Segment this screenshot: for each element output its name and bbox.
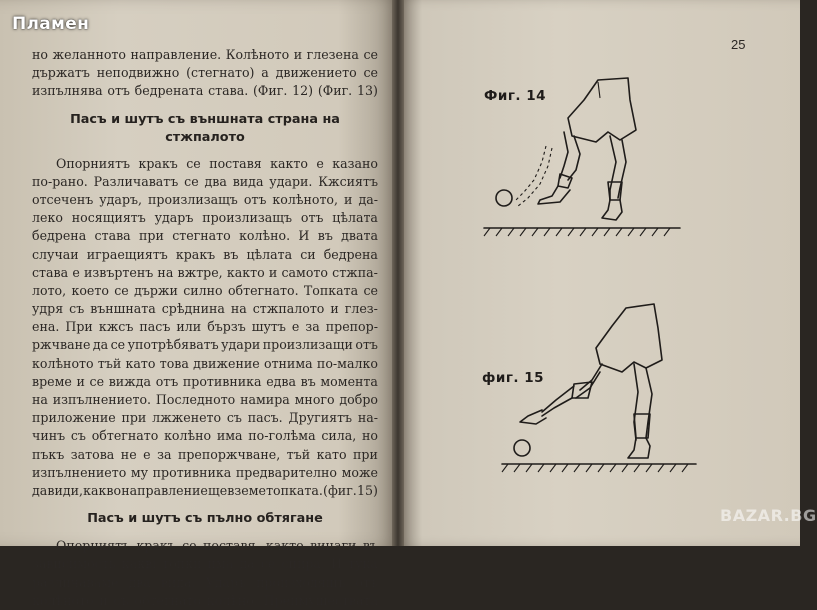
word: бедрена xyxy=(323,246,378,262)
word: да xyxy=(239,556,255,572)
word: противника xyxy=(152,464,232,480)
word: външната xyxy=(90,301,156,317)
text-line xyxy=(32,46,378,64)
word: се xyxy=(182,538,197,554)
word: лжженето xyxy=(152,410,222,426)
left-leg xyxy=(560,132,580,180)
word: (Фиг. xyxy=(317,83,353,99)
word: на- xyxy=(357,410,378,426)
word: глезена xyxy=(306,47,359,62)
word: Преимуществата xyxy=(263,592,378,608)
word: намира xyxy=(240,392,290,407)
text-line xyxy=(32,282,378,300)
text-line xyxy=(32,482,378,500)
word: се xyxy=(363,47,378,62)
word: съ xyxy=(69,301,85,317)
figure-15-illustration xyxy=(496,298,736,478)
word: изпълнява xyxy=(32,83,103,99)
word: ржчване xyxy=(32,337,91,353)
text-line xyxy=(32,155,378,173)
word: топката. xyxy=(266,482,323,498)
text-line xyxy=(32,300,378,318)
word: да- xyxy=(358,191,378,207)
word: предварително xyxy=(235,464,337,480)
word: изпълнението. xyxy=(52,392,152,407)
word: въ xyxy=(223,246,239,262)
word: глез- xyxy=(344,301,378,317)
word: стжпа- xyxy=(332,264,378,280)
kicking-sock xyxy=(572,382,592,398)
word: да xyxy=(32,482,48,498)
standing-boot xyxy=(628,438,650,458)
word: може xyxy=(341,464,378,480)
word: изпълнението xyxy=(32,464,127,480)
text-line xyxy=(32,264,378,282)
word: случаи xyxy=(32,246,79,262)
word: леко xyxy=(32,210,63,226)
word: но xyxy=(362,428,378,444)
word: бедрената xyxy=(134,83,204,99)
word: вида. xyxy=(160,574,196,590)
word: съ xyxy=(226,410,242,426)
word: както xyxy=(270,155,308,171)
word: 15) xyxy=(356,482,378,498)
text-line xyxy=(32,537,378,555)
word: става xyxy=(32,264,69,280)
word: произлизащъ xyxy=(202,210,293,226)
word: въ xyxy=(300,373,316,389)
word: става. xyxy=(208,83,249,99)
word: препор- xyxy=(325,319,378,335)
shorts-outline xyxy=(568,78,636,142)
word: отъ xyxy=(243,191,267,207)
text-line xyxy=(32,574,378,592)
word: (Фиг. xyxy=(253,83,288,99)
word: два xyxy=(128,574,151,590)
text-line xyxy=(32,555,378,573)
word: Кжсиятъ xyxy=(318,173,378,189)
word: При xyxy=(65,319,93,335)
word: играещиятъ xyxy=(86,246,168,262)
word: колѣното xyxy=(32,592,94,608)
word: колѣно. xyxy=(206,592,258,608)
word: неподвижно xyxy=(96,65,180,81)
page-number: 25 xyxy=(731,37,746,52)
word: Опорниятъ xyxy=(56,538,131,554)
word: има xyxy=(207,556,234,572)
word: бързъ xyxy=(207,319,246,335)
word: цѣлата xyxy=(246,246,293,262)
book-gutter xyxy=(392,0,404,546)
word: колѣно. xyxy=(239,228,291,244)
word: тъй xyxy=(286,446,311,462)
text-line xyxy=(32,191,378,209)
word: произлизащъ xyxy=(148,191,238,207)
word: силно xyxy=(183,282,223,298)
word: се xyxy=(363,65,378,81)
left-page-text xyxy=(32,46,378,610)
word: по-голѣма xyxy=(248,428,316,444)
kicking-shin xyxy=(542,386,574,416)
word: 13) xyxy=(356,83,378,99)
word: двата xyxy=(341,228,378,244)
word: като xyxy=(125,355,156,371)
word: отъ xyxy=(355,574,378,590)
word: държи xyxy=(134,282,178,298)
word: много xyxy=(294,392,335,407)
word: кжсъ xyxy=(98,319,134,335)
figure-14-illustration xyxy=(480,70,720,240)
word: Ударъ xyxy=(205,574,247,590)
word: съ xyxy=(113,592,129,608)
word: се xyxy=(89,373,105,389)
word: да xyxy=(92,337,109,353)
word: зависимость xyxy=(32,556,116,572)
word: има xyxy=(216,428,243,444)
word: на xyxy=(230,301,247,317)
word: шутъ xyxy=(251,319,286,335)
text-line xyxy=(32,336,378,354)
word: Топката xyxy=(303,282,359,298)
word: по-рано. xyxy=(32,173,88,189)
word: спира. xyxy=(281,556,325,572)
word: желанното xyxy=(52,47,126,62)
word: като xyxy=(316,446,347,462)
word: Последното xyxy=(155,392,236,407)
word: извъртенъ xyxy=(83,264,154,280)
text-line xyxy=(32,209,378,227)
word: казано xyxy=(332,155,378,171)
text-line xyxy=(32,427,378,445)
word: пасъ. xyxy=(247,410,283,426)
word: време xyxy=(32,373,72,389)
word: удари. xyxy=(269,173,313,189)
word: (стегнато) xyxy=(186,65,255,81)
word: употрѣбяватъ xyxy=(127,337,219,353)
word: вида xyxy=(232,173,264,189)
ground-hatch xyxy=(502,464,688,472)
word: направление xyxy=(121,482,208,498)
word: кракъ xyxy=(136,538,176,554)
text-line xyxy=(32,464,378,482)
word: за xyxy=(157,446,172,462)
word: пъкъ xyxy=(32,446,65,462)
word: отъ xyxy=(300,210,324,226)
word: и xyxy=(268,264,278,280)
word: произлизащи xyxy=(262,337,353,353)
word: вижда xyxy=(108,373,152,389)
word: или xyxy=(176,319,202,335)
word: два xyxy=(204,173,227,189)
word: стжпалото xyxy=(252,301,325,317)
word: при xyxy=(121,410,147,426)
word: ще xyxy=(208,482,228,498)
word: носящиятъ xyxy=(71,210,146,226)
left-boot xyxy=(538,186,570,204)
ball xyxy=(496,190,512,206)
paragraph-2 xyxy=(32,155,378,501)
word: ударъ, xyxy=(99,191,143,207)
word: на xyxy=(157,264,174,280)
word: е xyxy=(291,319,300,335)
word: колѣното xyxy=(32,355,94,371)
word: но xyxy=(32,47,48,62)
word: се xyxy=(114,282,129,298)
word: затова xyxy=(70,446,115,462)
text-line xyxy=(32,373,378,391)
word: както xyxy=(226,264,265,280)
paragraph-1 xyxy=(32,46,378,101)
word: бедрена xyxy=(32,228,87,244)
word: какво xyxy=(83,482,122,498)
word: по-малко xyxy=(316,355,378,371)
word: И xyxy=(298,228,310,244)
text-line xyxy=(32,592,378,610)
word: приложение xyxy=(32,410,116,426)
right-leg xyxy=(610,136,626,200)
word: Другиятъ xyxy=(288,410,353,426)
word: е xyxy=(72,264,80,280)
word: срѣднина xyxy=(161,301,225,317)
word: и xyxy=(293,47,303,62)
word: и xyxy=(330,301,339,317)
word: различаваме xyxy=(32,574,119,590)
word: препоржчване, xyxy=(177,446,281,462)
word: самото xyxy=(281,264,328,280)
word: удари xyxy=(221,337,261,353)
word: отъ xyxy=(355,337,378,353)
section-heading-outside-foot-line2: стжпалото xyxy=(165,129,245,145)
word: а xyxy=(261,65,269,81)
text-line xyxy=(32,391,378,409)
section-heading-full-extension: Пасъ и шутъ съ пълно обтягане xyxy=(87,511,323,527)
word: колѣно xyxy=(164,428,212,444)
word: държатъ xyxy=(32,65,90,81)
word: тука xyxy=(348,556,378,572)
word: отъ xyxy=(107,83,130,99)
word: направление. xyxy=(130,47,222,62)
word: и xyxy=(76,373,85,389)
word: винаги xyxy=(310,538,357,554)
word: пасъ xyxy=(139,319,171,335)
text-line xyxy=(32,227,378,245)
word: колѣното, xyxy=(272,191,338,207)
word: е xyxy=(143,446,151,462)
word: обтегнато xyxy=(91,428,159,444)
word: съ xyxy=(70,428,86,444)
word: каквi xyxy=(121,556,157,572)
ball xyxy=(514,440,530,456)
word: види, xyxy=(47,482,84,498)
text-line xyxy=(32,173,378,191)
text-line xyxy=(32,64,378,82)
word: едва xyxy=(266,373,296,389)
word: чинъ xyxy=(32,428,66,444)
text-line xyxy=(32,409,378,427)
word: противника xyxy=(182,373,262,389)
left-sock xyxy=(558,174,572,188)
word: това xyxy=(159,355,189,371)
word: добро xyxy=(339,392,378,407)
word: поставя, xyxy=(203,538,260,554)
word: отнима xyxy=(263,355,313,371)
ghost-leg xyxy=(514,146,552,206)
word: се xyxy=(110,337,126,353)
word: на xyxy=(32,392,48,407)
section-heading-outside-foot: Пасъ и шутъ съ външната страна на xyxy=(70,111,340,127)
word: движението xyxy=(275,65,357,81)
ground-hatch xyxy=(484,228,670,236)
bazar-watermark-logo: BAZAR.BG xyxy=(720,506,817,525)
word: се xyxy=(184,173,199,189)
figure-14-label: Фиг. 14 xyxy=(484,88,547,104)
word: движение xyxy=(193,355,260,371)
text-line xyxy=(32,82,378,100)
word: Различаватъ xyxy=(93,173,179,189)
word: не xyxy=(120,446,137,462)
word: както xyxy=(265,538,304,554)
text-line xyxy=(32,246,378,264)
shorts-outline xyxy=(596,304,662,372)
right-boot xyxy=(602,200,622,220)
word: въ xyxy=(362,538,378,554)
word: вжтре, xyxy=(177,264,223,280)
word: поставя xyxy=(209,155,262,171)
word: се xyxy=(186,155,201,171)
word: ударъ xyxy=(154,210,194,226)
word: топки xyxy=(162,556,202,572)
word: тъй xyxy=(97,355,122,371)
word: се xyxy=(363,282,378,298)
word: отсеченъ xyxy=(32,191,94,207)
word: сила, xyxy=(321,428,357,444)
word: кракъ xyxy=(138,155,178,171)
word: си xyxy=(300,246,316,262)
text-line xyxy=(32,318,378,336)
word: вземе xyxy=(227,482,266,498)
word: 12) xyxy=(292,83,314,99)
text-line xyxy=(32,355,378,373)
word: Колѣното xyxy=(225,47,290,62)
word: ена. xyxy=(32,319,60,335)
figure-15-label: фиг. 15 xyxy=(482,370,545,386)
word: момента xyxy=(320,373,378,389)
word: кракъ xyxy=(175,246,216,262)
word: (фиг. xyxy=(323,482,357,498)
word: обтегнато xyxy=(134,592,202,608)
word: и xyxy=(344,191,353,207)
word: обтегнато. xyxy=(227,282,299,298)
word: стегнато xyxy=(172,228,231,244)
paragraph-3 xyxy=(32,537,378,610)
word: е xyxy=(316,155,324,171)
word: И xyxy=(331,556,343,572)
word: отъ xyxy=(155,373,179,389)
word: при xyxy=(139,228,164,244)
watermark-brand-logo: Пламен xyxy=(12,14,90,34)
word: и xyxy=(99,592,108,608)
word: въ xyxy=(317,228,333,244)
word: му xyxy=(130,464,149,480)
word: се xyxy=(260,556,276,572)
word: произходящъ xyxy=(256,574,346,590)
word: Опорниятъ xyxy=(56,155,131,171)
word: удря xyxy=(32,301,64,317)
word: което xyxy=(71,282,109,298)
word: лото, xyxy=(32,282,67,298)
word: цѣлата xyxy=(332,210,378,226)
word: става xyxy=(94,228,131,244)
word: при xyxy=(353,446,378,462)
text-line xyxy=(32,446,378,464)
word: за xyxy=(305,319,320,335)
